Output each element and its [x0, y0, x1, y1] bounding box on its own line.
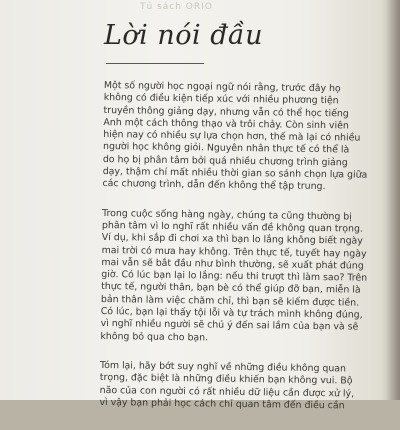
text-line: Một số người học ngoại ngữ nói rằng, trước đây họ [103, 80, 341, 95]
text-line: dạy, thậm chí mất nhiều thời gian so sánh chọn lựa giữa [102, 166, 368, 181]
text-line: trọng, đặc biệt là những điều khiến bạn không vui. Bộ [99, 372, 353, 387]
text-line: Trong cuộc sống hàng ngày, chúng ta cũng thường bị [102, 207, 352, 223]
text-line: người học không giỏi. Nguyên nhân thực tế có thể là [102, 141, 350, 156]
text-line: Tóm lại, hãy bớt suy nghĩ về những điều không quan [99, 359, 347, 375]
text-line: không có điều kiện tiếp xúc với nhiều phương tiện [103, 92, 339, 107]
text-line: mai vẫn sẽ bắt đầu như bình thường, sẽ xuất phát đúng [101, 256, 364, 272]
paragraph [100, 208, 372, 347]
paragraph [102, 80, 374, 194]
text-line: Có lúc, bạn lại thấy tội lỗi và tự trách mình không đúng, [100, 306, 363, 321]
title-underline [106, 63, 204, 64]
text-line: thực tế, người thân, bạn bè có thể giúp đỡ bạn, miễn là [101, 281, 361, 297]
text-line: giờ. Có lúc bạn lại lo lắng: nếu thi trượt thì làm sao? Trên [101, 269, 368, 284]
text-line: Ví dụ, khi sắp đi chơi xa thì bạn lo lắng không biết ngày [101, 232, 363, 247]
page-edge-shadow [386, 0, 400, 400]
text-line: truyền thông giảng dạy, nhưng vẫn có thể học tiếng [103, 104, 349, 120]
text-line: vì nghĩ nhiều người sẽ chú ý đến sai lầm của bạn và sẽ [100, 318, 359, 333]
text-line: hiện nay có nhiều sự lựa chọn hơn, thế mà lại có nhiều [103, 129, 361, 144]
text-line: não của con người có rất nhiều dữ liệu cần được xử lý, [99, 384, 355, 400]
text-line: do họ bị phân tâm bởi quá nhiều chương trình giảng [102, 153, 348, 169]
text-line: mai trời có mưa hay không. Trên thực tế, tuyết hay ngày [101, 244, 367, 260]
text-line: vì vậy bạn phải học cách chỉ quan tâm đến điều cần [99, 396, 345, 412]
paragraph [99, 360, 370, 413]
text-line: không bỏ qua cho bạn. [100, 330, 209, 344]
text-line: bản thân làm việc chăm chỉ, thì bạn sẽ kiếm được tiền. [100, 293, 360, 309]
text-line: các chương trình, dẫn đến không thể tập trung. [102, 178, 326, 193]
page-title: Lời nói đầu [104, 20, 263, 51]
text-line: phân tâm vì lo nghĩ rất nhiều vấn đề không quan trọng. [101, 219, 364, 235]
body-text [99, 80, 374, 430]
bleed-through-text: Tủ sách ORIO [140, 2, 213, 12]
text-line: Anh một cách thông thạo và trôi chảy. Còn sinh viên [103, 116, 349, 132]
